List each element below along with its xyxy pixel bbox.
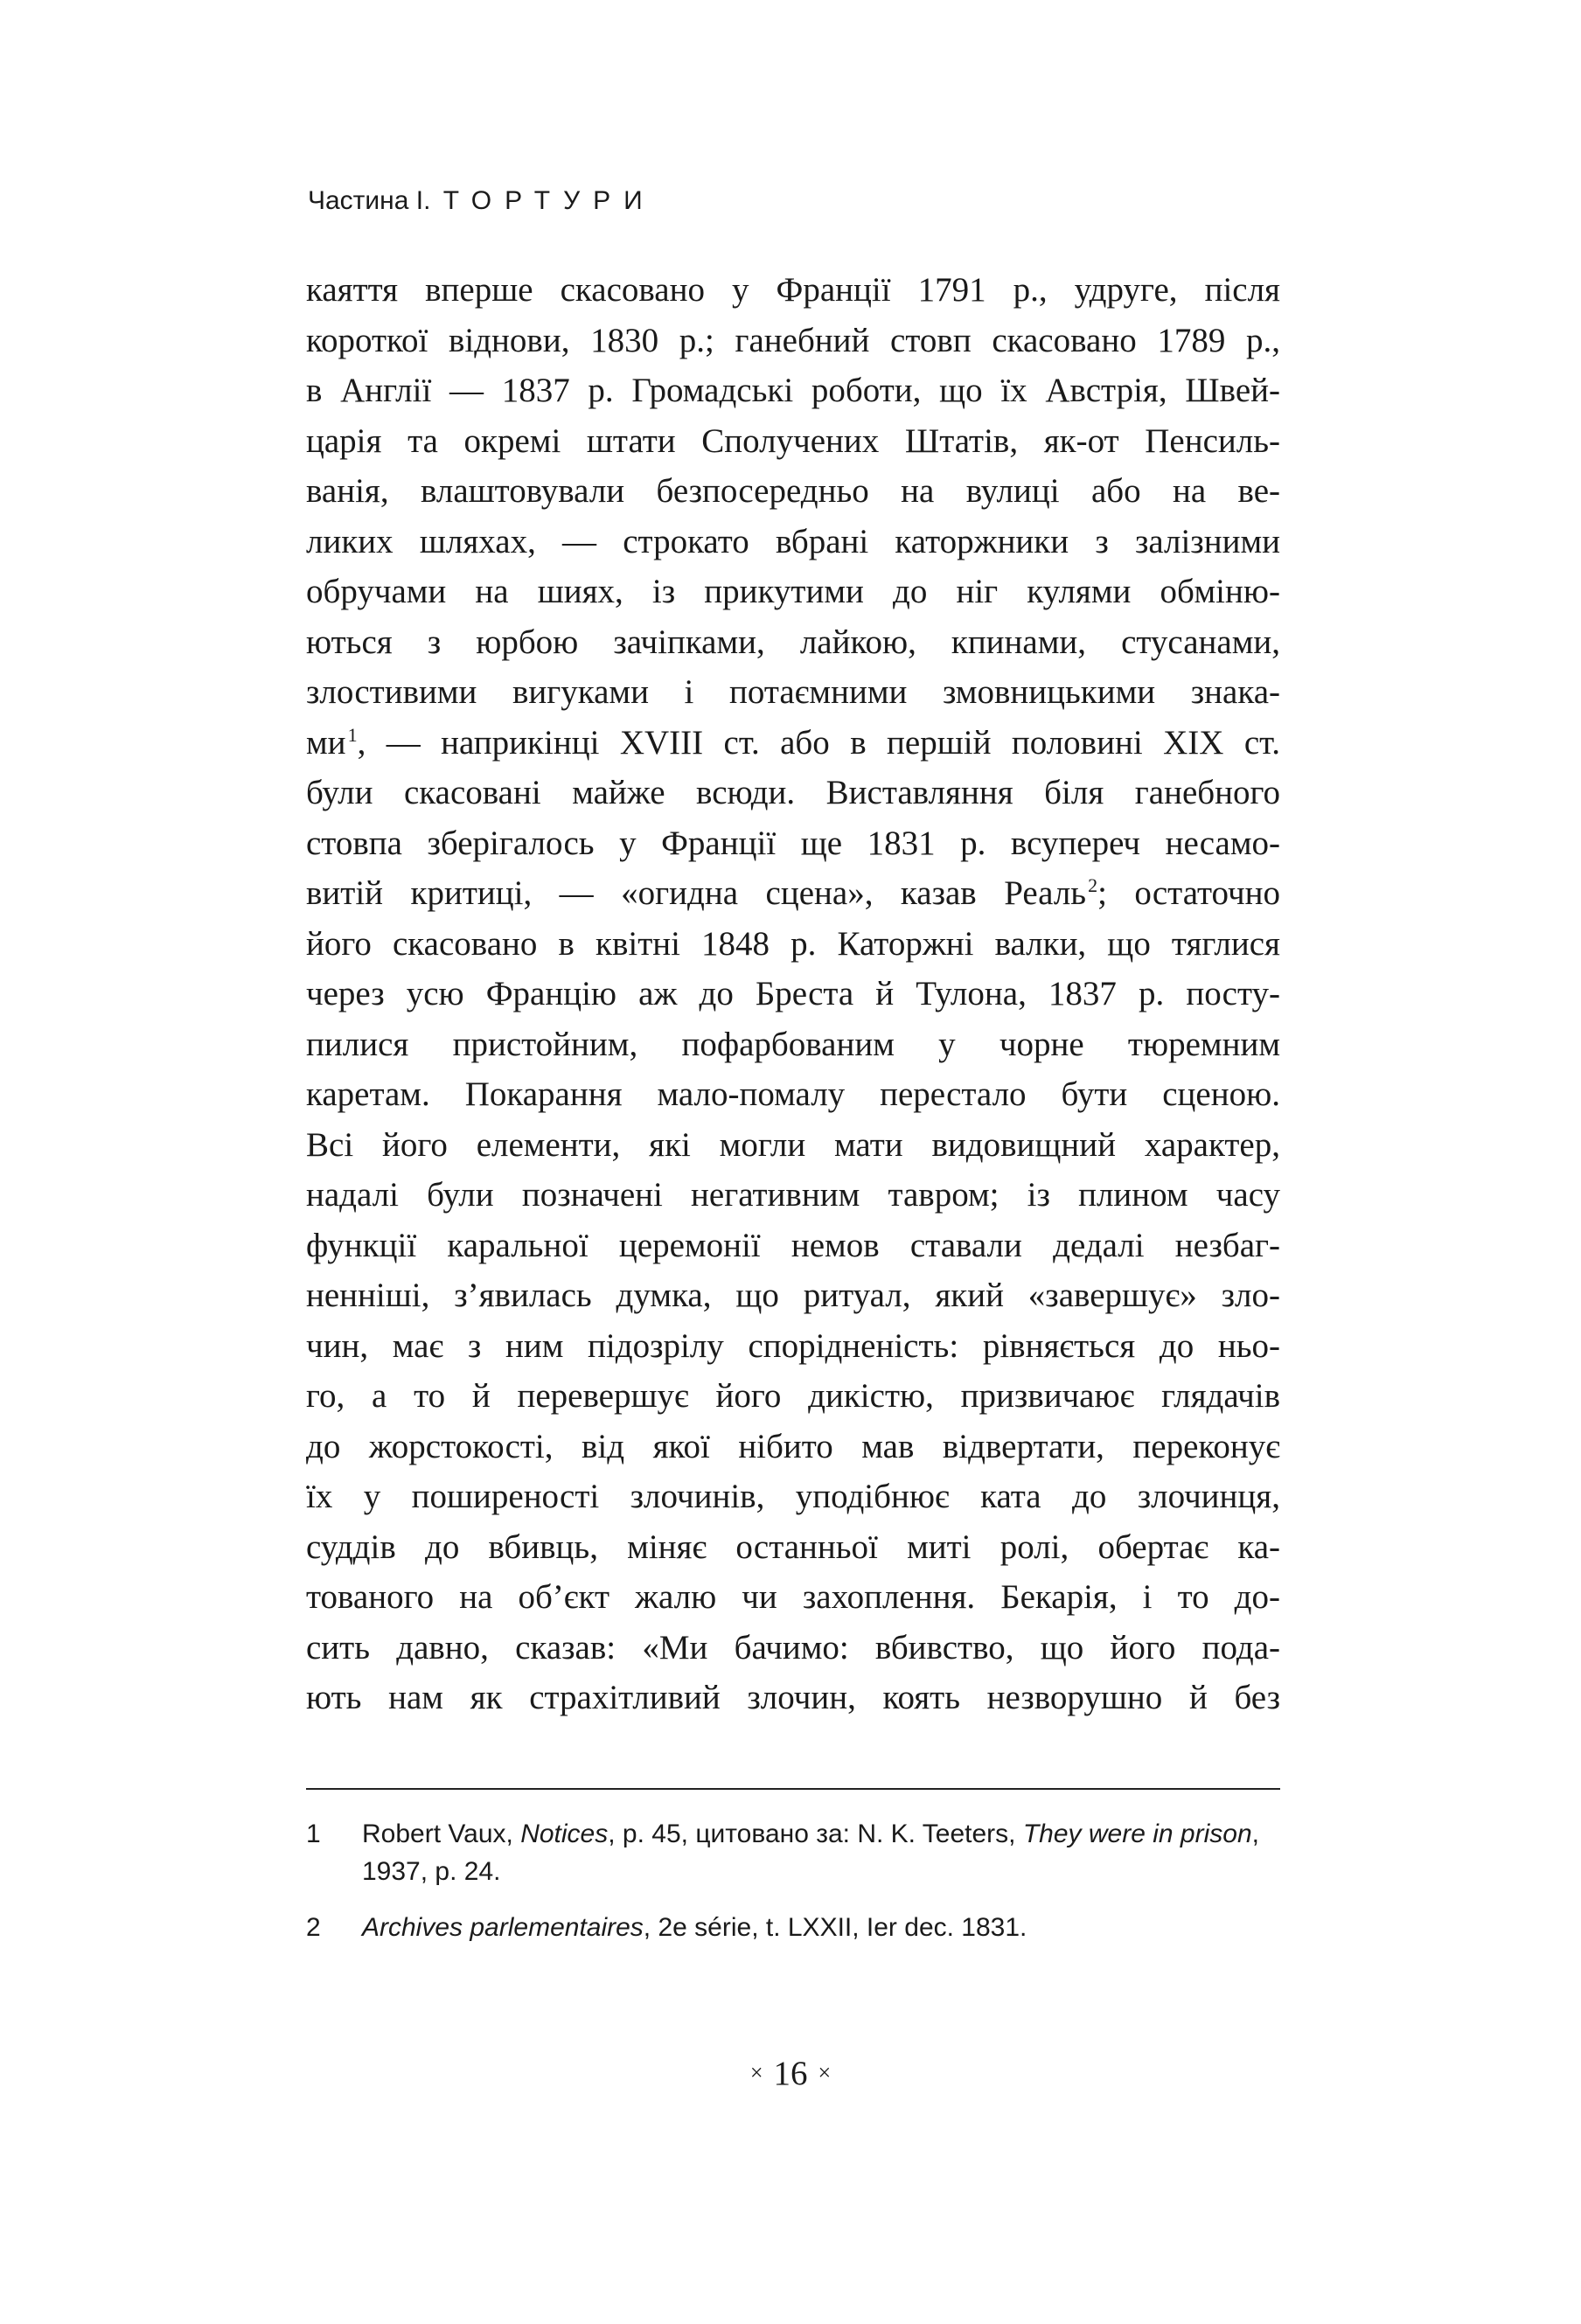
footnote-text	[362, 1815, 1280, 1890]
text-line: ликих шляхах, — строкато вбрані каторжники з залізними	[306, 522, 1280, 560]
text-line: були скасовані майже всюди. Виставляння біля ганебного	[306, 774, 1280, 811]
text-line: ються з юрбою зачіпками, лайкою, кпинами, стусанами,	[306, 623, 1280, 661]
footnote-text	[362, 1909, 1280, 1946]
footnote-punctuation: ,	[1251, 1820, 1259, 1848]
text-line: короткої віднови, 1830 р.; ганебний стовп скасовано 1789 р.,	[306, 321, 1280, 359]
footnote-reference-2: 2	[1088, 874, 1098, 896]
part-title: ТОРТУРИ	[442, 186, 656, 215]
text-line: Всі його елементи, які могли мати видовищний характер,	[306, 1125, 1280, 1164]
part-label: Частина I.	[308, 186, 431, 215]
text-line: тованого на об’єкт жалю чи захоплення. Бекарія, і то до-	[306, 1578, 1280, 1616]
text-line: через усю Францію аж до Бреста й Тулона, 1837 р. посту-	[306, 975, 1280, 1012]
footnote-author: Robert Vaux,	[362, 1820, 521, 1848]
footnote-1	[306, 1815, 1280, 1890]
footnote-title: They were in prison	[1022, 1820, 1252, 1848]
page-number-value: 16	[773, 2055, 808, 2092]
footnote-citation: , p. 45, цитовано за: N. K. Teeters,	[608, 1820, 1023, 1848]
footnote-title: Archives parlementaires	[362, 1913, 644, 1942]
text-line: царія та окремі штати Сполучених Штатів, як-от Пенсиль-	[306, 421, 1280, 460]
text-line: суддів до вбивць, міняє останньої миті ролі, обертає ка-	[306, 1527, 1280, 1566]
page-number	[0, 2056, 1581, 2091]
text-line-with-footnote-ref	[306, 718, 1280, 769]
text-line: надалі були позначені негативним тавром; із плином часу	[306, 1176, 1280, 1214]
ornament-icon: ×	[749, 2060, 763, 2085]
text-segment: витій критиці, — «огидна сцена», казав Реаль	[306, 874, 1087, 912]
footnote-citation: , 2e série, t. LXXII, Ier dec. 1831.	[643, 1913, 1027, 1942]
text-line: ненніші, з’явилась думка, що ритуал, який «завершує» зло-	[306, 1277, 1280, 1314]
text-line: сить давно, сказав: «Ми бачимо: вбивство, що його пода-	[306, 1628, 1280, 1666]
footnote-number: 1	[306, 1820, 321, 1848]
text-line: його скасовано в квітні 1848 р. Каторжні валки, що тяглися	[306, 924, 1280, 963]
text-line: каяття вперше скасовано у Франції 1791 р., удруге, після	[306, 271, 1280, 309]
text-line: до жорстокості, від якої нібито мав відвертати, переконує	[306, 1427, 1280, 1465]
footnote-title: Notices	[520, 1820, 609, 1848]
text-line: пилися пристойним, пофарбованим у чорне тюремним	[306, 1025, 1280, 1063]
text-line: стовпа зберігалось у Франції ще 1831 р. всупереч несамо-	[306, 824, 1280, 862]
text-segment: , — наприкінці XVIII ст. або в першій половині XIX ст.	[357, 723, 1280, 762]
text-line: ванія, влаштовували безпосередньо на вулиці або на ве-	[306, 472, 1280, 510]
text-segment: ми	[306, 723, 346, 762]
text-line: в Англії — 1837 р. Громадські роботи, що їх Австрія, Швей-	[306, 372, 1280, 409]
text-line: функції каральної церемонії немов ставали дедалі незбаг-	[306, 1226, 1280, 1264]
footnote-reference-1: 1	[347, 723, 358, 746]
ornament-icon: ×	[818, 2060, 832, 2085]
text-line: каретам. Покарання мало-помалу перестало бути сценою.	[306, 1075, 1280, 1113]
footnote-citation: 1937, p. 24.	[362, 1857, 501, 1886]
text-line: ють нам як страхітливий злочин, коять незворушно й без	[306, 1679, 1280, 1716]
footnote-divider	[306, 1788, 1280, 1790]
text-line: злостивими вигуками і потаємними змовницькими знака-	[306, 673, 1280, 711]
text-line-with-footnote-ref	[306, 868, 1280, 919]
main-text	[306, 265, 1280, 1723]
text-line: їх у поширеності злочинів, уподібнює ката до злочинця,	[306, 1478, 1280, 1515]
text-segment: ; остаточно	[1097, 874, 1280, 912]
footnote-2	[306, 1909, 1280, 1946]
text-line: чин, має з ним підозрілу спорідненість: рівняється до ньо-	[306, 1326, 1280, 1365]
footnote-number: 2	[306, 1913, 321, 1942]
text-line: обручами на шиях, із прикутими до ніг кулями обміню-	[306, 573, 1280, 610]
text-line: го, а то й перевершує його дикістю, призвичаює глядачів	[306, 1377, 1280, 1415]
running-head	[308, 188, 656, 214]
